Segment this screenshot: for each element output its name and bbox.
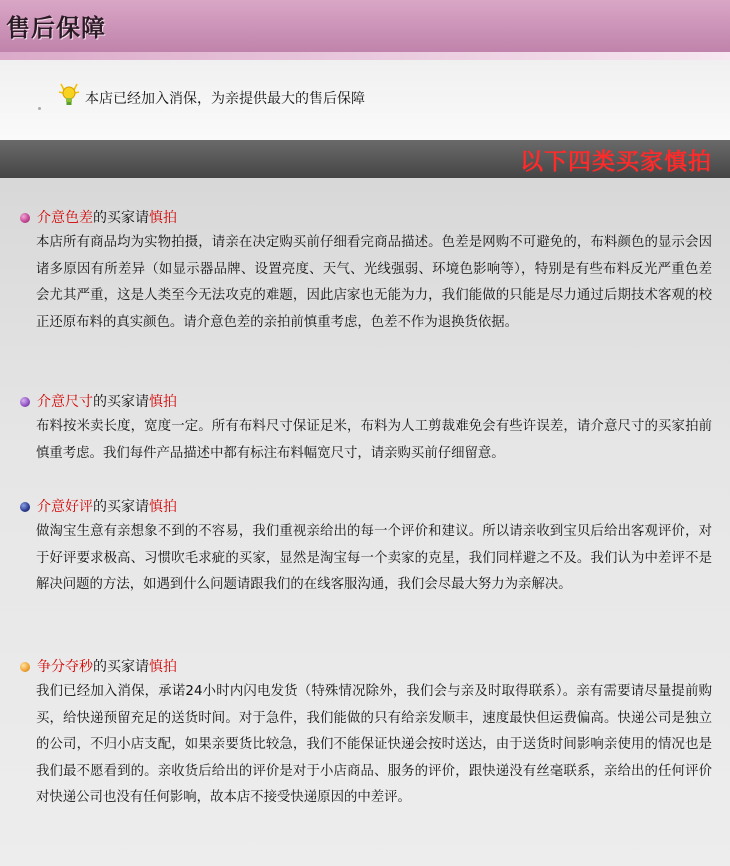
- section-action: 慎拍: [149, 394, 177, 410]
- section-highlight: 介意色差: [37, 210, 93, 226]
- section-mid: 的买家请: [93, 210, 149, 226]
- policy-section-size: [20, 390, 710, 467]
- policy-content: [0, 178, 730, 866]
- section-highlight: 介意好评: [37, 499, 93, 515]
- policy-section-review: [20, 495, 710, 599]
- section-highlight: 介意尺寸: [37, 394, 93, 410]
- bullet-icon: [20, 213, 30, 223]
- section-mid: 的买家请: [93, 394, 149, 410]
- warning-bar: [0, 140, 730, 178]
- section-action: 慎拍: [149, 659, 177, 675]
- policy-section-color: [20, 206, 710, 336]
- section-mid: 的买家请: [93, 499, 149, 515]
- section-body: 布料按米卖长度，宽度一定。所有布料尺寸保证足米，布料为人工剪裁难免会有些许误差，请介意尺寸的买家拍前慎重考虑。我们每件产品描述中都有标注布料幅宽尺寸，请亲购买前仔细留意。: [36, 419, 712, 461]
- bullet-icon: [20, 662, 30, 672]
- header-accent-strip: [0, 52, 730, 60]
- section-title: [20, 655, 710, 679]
- section-highlight: 争分夺秒: [37, 659, 93, 675]
- lightbulb-icon: [58, 82, 80, 112]
- guarantee-text: 本店已经加入消保，为亲提供最大的售后保障: [85, 91, 365, 107]
- section-title: [20, 495, 710, 519]
- section-body: 我们已经加入消保，承诺24小时内闪电发货（特殊情况除外，我们会与亲及时取得联系）。亲有需要请尽量提前购买，给快递预留充足的送货时间。对于急件，我们能做的只有给亲发顺丰，速度最快但运费偏高。快递公司是独立的公司，不归小店支配，如果亲要货比较急，我们不能保证快递会按时送达，由于送货时间影响亲使用的情况也是我们最不愿看到的。亲收货后给出的评价是对于小店商品、服务的评价，跟快递没有丝毫联系，亲给出的任何评价对快递公司也没有任何影响，故本店不接受快递原因的中差评。: [36, 684, 712, 805]
- section-action: 慎拍: [149, 499, 177, 515]
- policy-section-urgent: [20, 655, 710, 812]
- header-bar: [0, 0, 730, 52]
- decorative-dot: [38, 107, 41, 110]
- section-title: [20, 390, 710, 414]
- guarantee-panel: [0, 60, 730, 140]
- warning-heading: 以下四类买家慎拍: [520, 149, 712, 175]
- section-body: 本店所有商品均为实物拍摄，请亲在决定购买前仔细看完商品描述。色差是网购不可避免的，布料颜色的显示会因诸多原因有所差异（如显示器品牌、设置亮度、天气、光线强弱、环境色影响等），特别是有些布料反光严重色差会尤其严重，这是人类至今无法攻克的难题，因此店家也无能为力，我们能做的只能是尽力通过后期技术客观的校正还原布料的真实颜色。请介意色差的亲拍前慎重考虑，色差不作为退换货依据。: [36, 235, 712, 330]
- section-body: 做淘宝生意有亲想象不到的不容易，我们重视亲给出的每一个评价和建议。所以请亲收到宝贝后给出客观评价，对于好评要求极高、习惯吹毛求疵的买家，显然是淘宝每一个卖家的克星，我们同样避之不及。我们认为中差评不是解决问题的方法，如遇到什么问题请跟我们的在线客服沟通，我们会尽最大努力为亲解决。: [36, 524, 712, 592]
- bullet-icon: [20, 502, 30, 512]
- section-title: [20, 206, 710, 230]
- page-title: 售后保障: [6, 14, 106, 42]
- bullet-icon: [20, 397, 30, 407]
- section-mid: 的买家请: [93, 659, 149, 675]
- section-action: 慎拍: [149, 210, 177, 226]
